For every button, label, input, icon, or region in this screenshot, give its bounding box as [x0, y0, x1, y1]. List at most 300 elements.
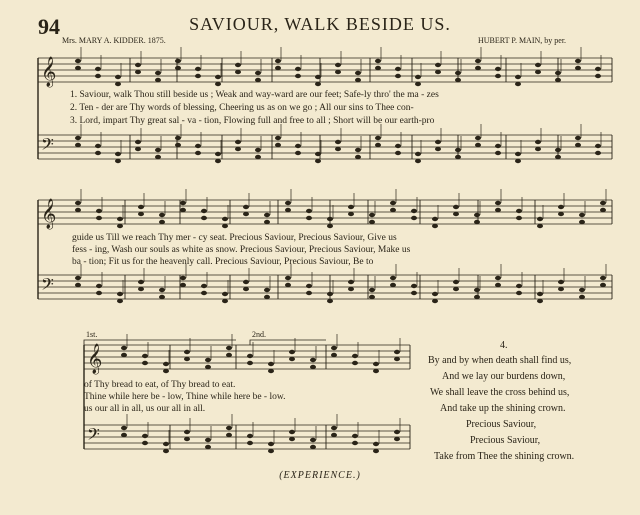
verse4-line: Precious Saviour, — [470, 435, 541, 446]
verse4-line: Take from Thee the shining crown. — [434, 451, 575, 462]
system2-treble-note — [138, 205, 144, 209]
system3-treble-note — [205, 365, 211, 369]
system1-treble-note — [595, 74, 601, 78]
system1-bass-note — [595, 144, 601, 148]
system2-treble-note — [390, 208, 396, 212]
system3-treble-note — [352, 361, 358, 365]
system3-treble-note — [205, 358, 211, 362]
system3-treble-note — [184, 350, 190, 354]
system2-treble-note — [369, 213, 375, 217]
system1-treble-note — [95, 67, 101, 71]
system2-treble-note — [516, 209, 522, 213]
system1-bass-note — [515, 159, 521, 163]
system3-treble-note — [142, 361, 148, 365]
system2-treble-note — [432, 217, 438, 221]
system2-treble-note — [348, 212, 354, 216]
system2-bass-note — [117, 299, 123, 303]
system3-verse3: us our all in all, us our all in all. — [84, 404, 206, 414]
system1-bass-note — [195, 151, 201, 155]
system1-bass-note — [115, 159, 121, 163]
system2-treble-note — [180, 201, 186, 205]
system1-bass-note — [135, 140, 141, 144]
system3-treble-note — [268, 369, 274, 373]
system1-treble-note — [575, 59, 581, 63]
system1-treble-note — [335, 63, 341, 67]
system1-bass-note — [235, 140, 241, 144]
system1-bass-note — [515, 152, 521, 156]
system1-bass-note — [575, 136, 581, 140]
system1-treble-note — [455, 78, 461, 82]
system2-treble-note — [537, 217, 543, 221]
system1-treble-note — [415, 75, 421, 79]
system1-treble-note — [455, 71, 461, 75]
system1-bass-note — [335, 140, 341, 144]
system1-treble-note — [355, 71, 361, 75]
system2-verse1: guide us Till we reach Thy mer - cy seat. Precious Saviour, Precious Saviour, Give us — [72, 233, 397, 243]
system3-verse2: Thine while here be - low, Thine while here be - low. — [84, 392, 286, 402]
system2-bass-note — [558, 280, 564, 284]
system2-treble-note — [264, 213, 270, 217]
system2-treble-note — [222, 224, 228, 228]
hymn-title: SAVIOUR, WALK BESIDE US. — [189, 14, 451, 34]
system2-bass-note — [432, 292, 438, 296]
system2-bass-clef-icon: 𝄢 — [41, 274, 54, 298]
system2-bass-note — [306, 284, 312, 288]
system1-treble-note — [175, 66, 181, 70]
system1-treble-note — [315, 75, 321, 79]
system3-treble-note — [310, 365, 316, 369]
verse4-line: We shall leave the cross behind us, — [430, 387, 570, 398]
system2-treble-note — [600, 201, 606, 205]
system2-bass-note — [579, 295, 585, 299]
system2-treble-note — [474, 213, 480, 217]
verse4-line: And take up the shining crown. — [440, 403, 566, 414]
system3-treble-note — [121, 353, 127, 357]
system1-bass-note — [315, 152, 321, 156]
system2-bass-note — [264, 288, 270, 292]
system2-treble-note — [558, 205, 564, 209]
system3-bass-note — [205, 445, 211, 449]
verse4-line: And we lay our burdens down, — [442, 371, 566, 382]
system1-treble-note — [475, 66, 481, 70]
system2-treble-note — [558, 212, 564, 216]
system2-bass-note — [369, 288, 375, 292]
system2-bass-note — [411, 284, 417, 288]
system1-bass-note — [255, 148, 261, 152]
system2-treble-note — [432, 224, 438, 228]
system2-treble-note — [306, 216, 312, 220]
system2-bass-note — [306, 291, 312, 295]
system1-bass-note — [75, 143, 81, 147]
system3-bass-note — [205, 438, 211, 442]
system3-bass-note — [394, 437, 400, 441]
system2-treble-note — [243, 212, 249, 216]
system2-bass-note — [180, 283, 186, 287]
system1-bass-note — [495, 144, 501, 148]
system1-verse1: 1. Saviour, walk Thou still beside us ; Weak and way-ward are our feet; Safe-ly thro' the ma - zes — [70, 90, 439, 100]
system2-treble-note — [516, 216, 522, 220]
system2-bass-note — [558, 287, 564, 291]
system3-treble-note — [184, 357, 190, 361]
system1-treble-note — [75, 66, 81, 70]
system2-bass-note — [201, 284, 207, 288]
system2-bass-note — [264, 295, 270, 299]
system2-bass-note — [453, 280, 459, 284]
system1-treble-note — [515, 75, 521, 79]
system1-bass-note — [435, 147, 441, 151]
tune-name: (EXPERIENCE.) — [279, 470, 361, 481]
system1-treble-note — [95, 74, 101, 78]
system2-bass-note — [159, 288, 165, 292]
system2-treble-note — [159, 220, 165, 224]
system3-treble-note — [226, 353, 232, 357]
system1-bass-note — [435, 140, 441, 144]
system2-bass-note — [96, 291, 102, 295]
system1-treble-note — [315, 82, 321, 86]
system1-treble-note — [175, 59, 181, 63]
system1-bass-note — [315, 159, 321, 163]
system1-treble-note — [375, 59, 381, 63]
system2-treble-note — [243, 205, 249, 209]
system3-treble-note — [331, 346, 337, 350]
system2-verse2: fess - ing, Wash our souls as white as snow. Precious Saviour, Precious Saviour, Make us — [72, 245, 411, 255]
system2-bass-note — [453, 287, 459, 291]
system3-bass-note — [247, 434, 253, 438]
system1-bass-note — [275, 136, 281, 140]
system2-bass-note — [75, 276, 81, 280]
system3-treble-note — [394, 357, 400, 361]
system1-bass-note — [355, 155, 361, 159]
system1-treble-note — [195, 67, 201, 71]
system1-bass-note — [355, 148, 361, 152]
system1-bass-note — [135, 147, 141, 151]
system2-bass-note — [96, 284, 102, 288]
system2-treble-note — [75, 208, 81, 212]
system2-bass-note — [348, 287, 354, 291]
system1-treble-note — [435, 63, 441, 67]
verse4-line: Precious Saviour, — [466, 419, 537, 430]
system1-bass-note — [295, 151, 301, 155]
system2-bass-note — [600, 276, 606, 280]
system2-treble-note — [537, 224, 543, 228]
system1-treble-note — [195, 74, 201, 78]
system3-bass-clef-icon: 𝄢 — [87, 424, 100, 448]
system1-treble-note — [515, 82, 521, 86]
system2-bass-note — [537, 292, 543, 296]
system1-treble-note — [495, 74, 501, 78]
system2-bass-note — [222, 299, 228, 303]
author-credit: Mrs. MARY A. KIDDER. 1875. — [62, 36, 166, 45]
system1-treble-note — [215, 82, 221, 86]
system2-bass-note — [348, 280, 354, 284]
system3-bass-note — [163, 442, 169, 446]
system1-bass-note — [415, 152, 421, 156]
system3-bass-note — [394, 430, 400, 434]
system1-treble-note — [555, 78, 561, 82]
system2-treble-note — [222, 217, 228, 221]
verse4-number: 4. — [500, 340, 508, 351]
system2-bass-note — [243, 287, 249, 291]
system2-bass-note — [327, 292, 333, 296]
system1-treble-note — [135, 70, 141, 74]
system2-bass-note — [138, 280, 144, 284]
system1-bass-note — [95, 151, 101, 155]
system1-bass-note — [535, 147, 541, 151]
system1-treble-note — [235, 70, 241, 74]
system2-bass-note — [285, 283, 291, 287]
system1-bass-note — [395, 151, 401, 155]
verse4-line: By and by when death shall find us, — [428, 355, 572, 366]
system1-bass-note — [575, 143, 581, 147]
system2-bass-note — [75, 283, 81, 287]
system2-bass-note — [411, 291, 417, 295]
system3-bass-note — [268, 449, 274, 453]
system3-treble-note — [163, 362, 169, 366]
system2-treble-note — [117, 217, 123, 221]
system3-bass-note — [352, 441, 358, 445]
page-number: 94 — [38, 14, 60, 39]
system1-verse3: 3. Lord, impart Thy great sal - va - tion, Flowing full and free to all ; Short will be our earth-pro — [70, 116, 435, 126]
system2-bass-note — [474, 295, 480, 299]
system1-bass-note — [495, 151, 501, 155]
system2-bass-note — [600, 283, 606, 287]
system3-bass-note — [121, 426, 127, 430]
system1-bass-note — [455, 155, 461, 159]
system3-treble-note — [331, 353, 337, 357]
system2-bass-note — [474, 288, 480, 292]
system2-bass-note — [516, 284, 522, 288]
system1-treble-note — [295, 67, 301, 71]
system2-bass-note — [390, 283, 396, 287]
system2-treble-note — [117, 224, 123, 228]
system1-bass-note — [195, 144, 201, 148]
system3-bass-note — [310, 445, 316, 449]
system1-bass-note — [275, 143, 281, 147]
system3-treble-note — [142, 354, 148, 358]
system1-treble-note — [275, 59, 281, 63]
system2-treble-note — [579, 213, 585, 217]
system1-bass-note — [255, 155, 261, 159]
system1-treble-note — [575, 66, 581, 70]
system1-treble-clef-icon: 𝄞 — [41, 57, 57, 87]
system1-bass-note — [555, 155, 561, 159]
system2-bass-note — [495, 276, 501, 280]
system1-treble-note — [355, 78, 361, 82]
system2-bass-note — [117, 292, 123, 296]
system2-treble-note — [327, 217, 333, 221]
system2-bass-note — [516, 291, 522, 295]
system2-bass-note — [138, 287, 144, 291]
system2-treble-note — [306, 209, 312, 213]
system1-verse2: 2. Ten - der are Thy words of blessing, Cheering us as on we go ; All our sins to Thee con- — [70, 103, 414, 113]
system1-bass-note — [175, 143, 181, 147]
system3-treble-note — [373, 369, 379, 373]
system3-treble-note — [352, 354, 358, 358]
system2-bass-note — [222, 292, 228, 296]
system2-treble-note — [474, 220, 480, 224]
system1-bass-note — [295, 144, 301, 148]
system3-treble-note — [163, 369, 169, 373]
system2-bass-note — [243, 280, 249, 284]
system2-treble-note — [96, 209, 102, 213]
system2-treble-note — [453, 205, 459, 209]
system3-bass-note — [142, 441, 148, 445]
system3-bass-note — [121, 433, 127, 437]
system2-bass-note — [159, 295, 165, 299]
system2-treble-clef-icon: 𝄞 — [41, 199, 57, 229]
system1-bass-note — [175, 136, 181, 140]
system1-bass-note — [75, 136, 81, 140]
system1-bass-note — [455, 148, 461, 152]
system1-bass-note — [375, 143, 381, 147]
system1-bass-note — [595, 151, 601, 155]
system2-treble-note — [495, 208, 501, 212]
first-ending-bracket — [84, 340, 236, 345]
system3-treble-note — [373, 362, 379, 366]
system3-bass-note — [226, 426, 232, 430]
system2-treble-note — [600, 208, 606, 212]
system1-bass-clef-icon: 𝄢 — [41, 134, 54, 158]
system2-treble-note — [390, 201, 396, 205]
system2-treble-note — [495, 201, 501, 205]
system1-treble-note — [535, 70, 541, 74]
system2-treble-note — [411, 216, 417, 220]
system1-treble-note — [475, 59, 481, 63]
system1-treble-note — [495, 67, 501, 71]
system3-treble-clef-icon: 𝄞 — [87, 344, 103, 374]
system1-bass-note — [235, 147, 241, 151]
system3-treble-note — [289, 357, 295, 361]
system1-bass-note — [335, 147, 341, 151]
system1-bass-note — [555, 148, 561, 152]
system1-bass-note — [395, 144, 401, 148]
system1-treble-note — [115, 75, 121, 79]
system2-treble-note — [453, 212, 459, 216]
system2-bass-note — [327, 299, 333, 303]
system1-treble-note — [555, 71, 561, 75]
system1-bass-note — [95, 144, 101, 148]
system1-treble-note — [235, 63, 241, 67]
system2-bass-note — [495, 283, 501, 287]
system2-treble-note — [264, 220, 270, 224]
system1-treble-note — [255, 71, 261, 75]
system2-bass-note — [285, 276, 291, 280]
system3-bass-note — [310, 438, 316, 442]
system3-bass-note — [352, 434, 358, 438]
system2-treble-note — [159, 213, 165, 217]
system2-bass-note — [537, 299, 543, 303]
system3-bass-note — [289, 437, 295, 441]
system2-bass-note — [201, 291, 207, 295]
system3-treble-note — [289, 350, 295, 354]
system1-treble-note — [435, 70, 441, 74]
system1-treble-note — [595, 67, 601, 71]
system3-treble-note — [310, 358, 316, 362]
system1-treble-note — [75, 59, 81, 63]
system1-bass-note — [375, 136, 381, 140]
system2-treble-note — [180, 208, 186, 212]
system2-treble-note — [75, 201, 81, 205]
system2-treble-note — [96, 216, 102, 220]
system2-bass-note — [180, 276, 186, 280]
system1-bass-note — [535, 140, 541, 144]
system2-verse3: ba - tion; Fit us for the heavenly call. Precious Saviour, Precious Saviour, Be to — [72, 257, 374, 267]
system1-treble-note — [155, 71, 161, 75]
system3-bass-note — [247, 441, 253, 445]
system3-treble-note — [121, 346, 127, 350]
system1-treble-note — [115, 82, 121, 86]
second-ending-label: 2nd. — [252, 330, 266, 339]
system1-treble-note — [135, 63, 141, 67]
first-ending-label: 1st. — [86, 330, 98, 339]
system2-bass-note — [432, 299, 438, 303]
system2-treble-note — [369, 220, 375, 224]
system2-treble-note — [285, 201, 291, 205]
system1-bass-note — [475, 143, 481, 147]
system1-bass-note — [215, 159, 221, 163]
system1-treble-note — [295, 74, 301, 78]
system1-treble-note — [255, 78, 261, 82]
system3-bass-note — [373, 442, 379, 446]
system3-treble-note — [247, 354, 253, 358]
system2-treble-note — [327, 224, 333, 228]
system1-treble-note — [415, 82, 421, 86]
system3-bass-note — [226, 433, 232, 437]
system3-bass-note — [184, 430, 190, 434]
system3-bass-note — [142, 434, 148, 438]
system1-treble-note — [395, 74, 401, 78]
system3-bass-note — [184, 437, 190, 441]
system3-treble-note — [247, 361, 253, 365]
system2-bass-note — [579, 288, 585, 292]
system3-bass-note — [268, 442, 274, 446]
system1-bass-note — [415, 159, 421, 163]
system3-bass-note — [289, 430, 295, 434]
system3-treble-note — [394, 350, 400, 354]
system2-treble-note — [201, 209, 207, 213]
system2-treble-note — [348, 205, 354, 209]
system2-bass-note — [369, 295, 375, 299]
system1-treble-note — [275, 66, 281, 70]
system3-bass-note — [163, 449, 169, 453]
system2-bass-note — [390, 276, 396, 280]
system3-bass-note — [331, 433, 337, 437]
system1-treble-note — [375, 66, 381, 70]
system2-treble-note — [201, 216, 207, 220]
second-ending-bracket — [250, 340, 326, 345]
system2-treble-note — [579, 220, 585, 224]
system3-verse1: of Thy bread to eat, of Thy bread to eat. — [84, 380, 236, 390]
system3-bass-note — [373, 449, 379, 453]
system2-treble-note — [411, 209, 417, 213]
system1-treble-note — [155, 78, 161, 82]
system1-treble-note — [395, 67, 401, 71]
system3-treble-note — [268, 362, 274, 366]
system1-bass-note — [155, 155, 161, 159]
system1-bass-note — [215, 152, 221, 156]
composer-credit: HUBERT P. MAIN, by per. — [478, 36, 567, 45]
system3-bass-note — [331, 426, 337, 430]
system2-treble-note — [285, 208, 291, 212]
system3-treble-note — [226, 346, 232, 350]
system1-treble-note — [335, 70, 341, 74]
system1-treble-note — [535, 63, 541, 67]
system1-bass-note — [475, 136, 481, 140]
system2-treble-note — [138, 212, 144, 216]
system1-bass-note — [115, 152, 121, 156]
system1-treble-note — [215, 75, 221, 79]
system1-bass-note — [155, 148, 161, 152]
